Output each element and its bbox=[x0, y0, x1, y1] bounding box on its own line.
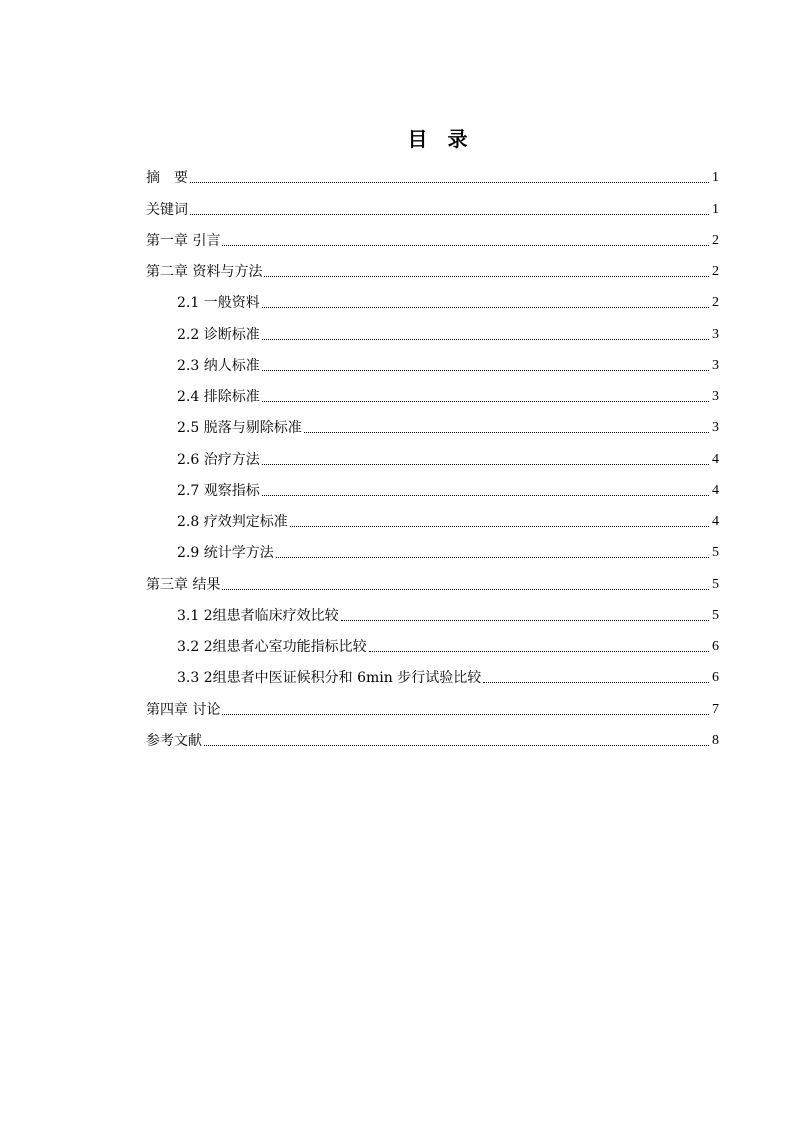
dot-leader bbox=[262, 495, 709, 496]
toc-entry-label: 2.5 脱落与剔除标准 bbox=[177, 420, 302, 437]
toc-entry-label: 2.1 一般资料 bbox=[177, 295, 260, 312]
toc-entry-2-9[interactable] bbox=[146, 537, 719, 568]
dot-leader bbox=[262, 464, 709, 465]
toc-entry-2-1[interactable] bbox=[146, 287, 719, 318]
dot-leader bbox=[262, 339, 709, 340]
toc-entry-label: 参考文献 bbox=[146, 732, 202, 749]
toc-entry-page: 6 bbox=[712, 670, 719, 686]
dot-leader bbox=[483, 682, 709, 683]
dot-leader bbox=[290, 526, 709, 527]
dot-leader bbox=[190, 182, 709, 183]
toc-entry-page: 1 bbox=[712, 201, 719, 217]
toc-entry-page: 5 bbox=[712, 576, 719, 592]
toc-entry-label: 2.9 统计学方法 bbox=[177, 545, 274, 562]
toc-entry-2-3[interactable] bbox=[146, 350, 719, 381]
toc-entry-page: 2 bbox=[712, 295, 719, 311]
toc-entry-label: 2.8 疗效判定标准 bbox=[177, 514, 288, 530]
toc-entry-label: 第四章 讨论 bbox=[146, 701, 221, 718]
toc-entry-page: 3 bbox=[712, 420, 719, 436]
table-of-contents bbox=[146, 162, 719, 756]
dot-leader bbox=[264, 276, 709, 277]
toc-entry-keywords[interactable] bbox=[146, 193, 719, 224]
toc-entry-page: 3 bbox=[712, 389, 719, 404]
toc-entry-3-3[interactable] bbox=[146, 662, 719, 693]
toc-entry-page: 5 bbox=[712, 545, 719, 561]
dot-leader bbox=[222, 245, 709, 246]
toc-entry-chapter-2[interactable] bbox=[146, 256, 719, 287]
toc-entry-3-2[interactable] bbox=[146, 631, 719, 662]
dot-leader bbox=[204, 745, 709, 746]
toc-entry-page: 4 bbox=[712, 482, 719, 498]
dot-leader bbox=[222, 589, 709, 590]
toc-entry-page: 5 bbox=[712, 607, 719, 623]
toc-entry-label: 第二章 资料与方法 bbox=[146, 264, 263, 280]
toc-entry-2-7[interactable] bbox=[146, 475, 719, 506]
toc-entry-page: 4 bbox=[712, 451, 719, 467]
dot-leader bbox=[369, 651, 709, 652]
toc-entry-label: 2.7 观察指标 bbox=[177, 482, 260, 499]
toc-entry-references[interactable] bbox=[146, 725, 719, 756]
toc-entry-2-2[interactable] bbox=[146, 318, 719, 349]
toc-entry-page: 1 bbox=[712, 170, 719, 186]
toc-entry-2-4[interactable] bbox=[146, 381, 719, 412]
dot-leader bbox=[304, 432, 709, 433]
toc-entry-label: 第三章 结果 bbox=[146, 576, 221, 593]
toc-entry-label: 2.3 纳人标准 bbox=[177, 357, 260, 374]
toc-entry-label: 2.4 排除标准 bbox=[177, 389, 260, 405]
toc-entry-label: 第一章 引言 bbox=[146, 232, 221, 249]
toc-entry-label: 摘 要 bbox=[146, 170, 188, 187]
toc-entry-page: 4 bbox=[712, 514, 719, 529]
toc-entry-page: 6 bbox=[712, 639, 719, 654]
toc-entry-page: 8 bbox=[712, 732, 719, 748]
toc-entry-label: 3.3 2组患者中医证候积分和 6min 步行试验比较 bbox=[177, 670, 482, 687]
toc-entry-chapter-1[interactable] bbox=[146, 225, 719, 256]
dot-leader bbox=[222, 714, 709, 715]
toc-entry-label: 2.2 诊断标准 bbox=[177, 326, 260, 343]
toc-entry-2-8[interactable] bbox=[146, 506, 719, 537]
toc-entry-chapter-3[interactable] bbox=[146, 568, 719, 599]
toc-entry-2-5[interactable] bbox=[146, 412, 719, 443]
dot-leader bbox=[190, 214, 709, 215]
toc-entry-label: 3.2 2组患者心室功能指标比较 bbox=[177, 639, 367, 655]
toc-entry-page: 2 bbox=[712, 232, 719, 248]
toc-entry-page: 3 bbox=[712, 357, 719, 373]
toc-entry-page: 2 bbox=[712, 264, 719, 279]
toc-entry-page: 3 bbox=[712, 326, 719, 342]
toc-title: 目 录 bbox=[407, 127, 468, 151]
toc-entry-3-1[interactable] bbox=[146, 600, 719, 631]
dot-leader bbox=[262, 370, 709, 371]
toc-entry-label: 关键词 bbox=[146, 201, 188, 218]
toc-entry-label: 3.1 2组患者临床疗效比较 bbox=[177, 607, 339, 624]
toc-entry-label: 2.6 治疗方法 bbox=[177, 451, 260, 468]
dot-leader bbox=[262, 307, 709, 308]
toc-entry-2-6[interactable] bbox=[146, 443, 719, 474]
dot-leader bbox=[276, 557, 709, 558]
toc-entry-chapter-4[interactable] bbox=[146, 693, 719, 724]
dot-leader bbox=[341, 620, 709, 621]
toc-entry-abstract[interactable] bbox=[146, 162, 719, 193]
dot-leader bbox=[262, 401, 709, 402]
toc-entry-page: 7 bbox=[712, 701, 719, 717]
